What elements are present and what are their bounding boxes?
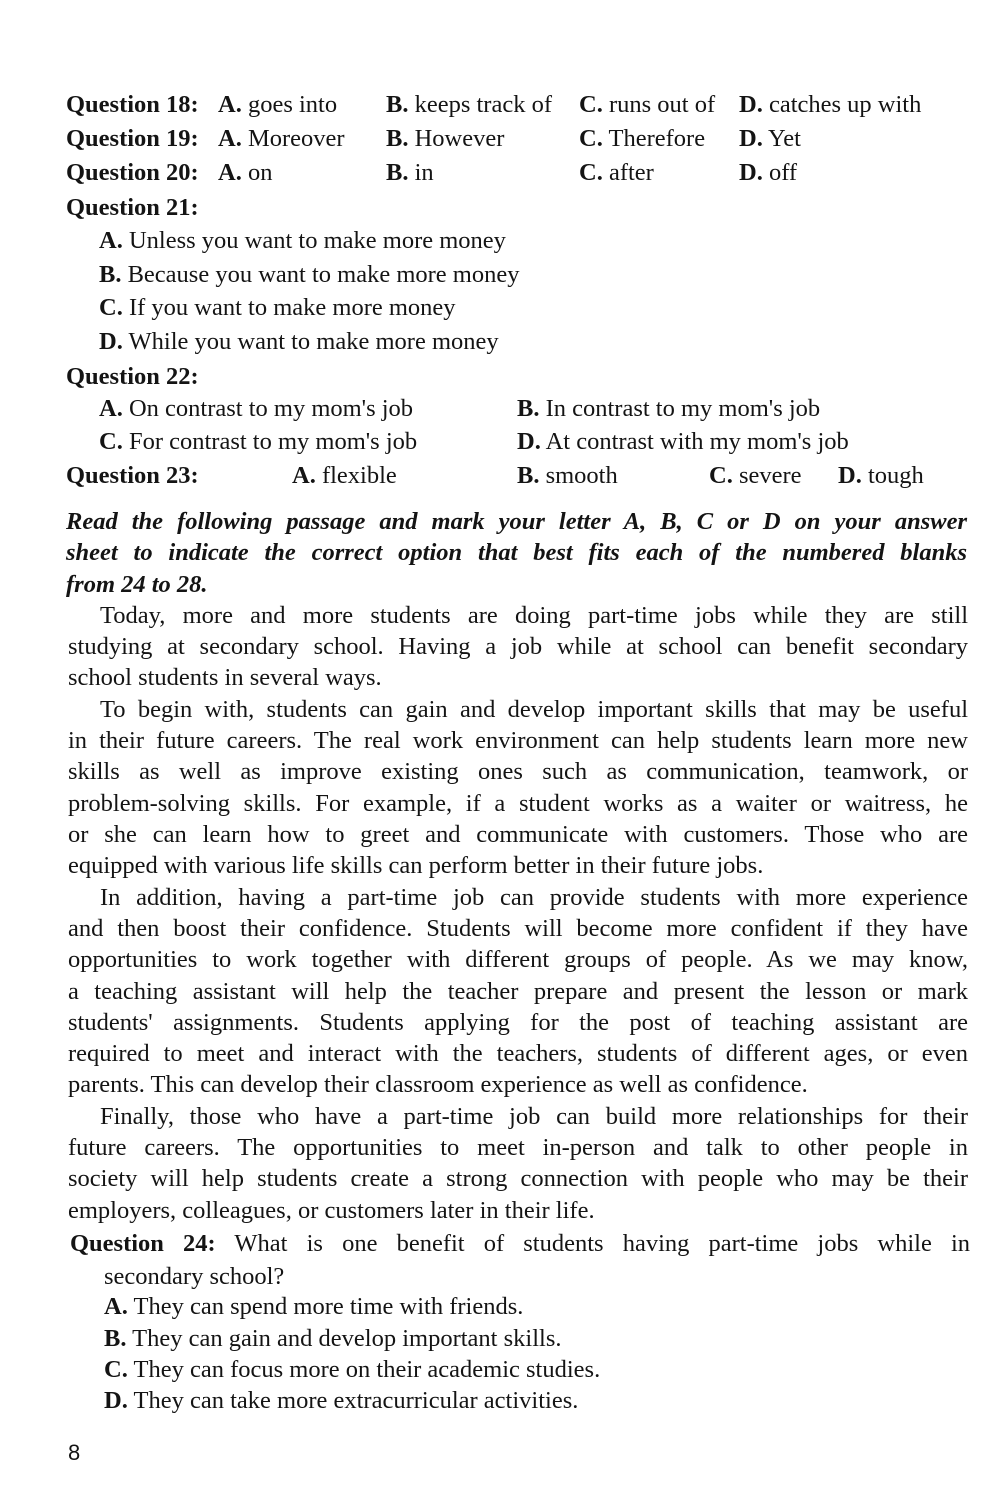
option-b: B. in — [386, 159, 434, 186]
q21-option-b: B. Because you want to make more money — [99, 261, 520, 288]
q22-option-b: B. In contrast to my mom's job — [517, 395, 821, 422]
option-b: B. smooth — [517, 462, 618, 489]
passage-paragraph-2 — [68, 694, 968, 881]
question-24 — [70, 1228, 970, 1259]
option-d: D. tough — [838, 462, 924, 489]
option-b: B. keeps track of — [386, 91, 552, 118]
question-24-stem-cont: secondary school? — [104, 1263, 285, 1290]
passage-line: and then boost their confidence. Students will become more confident if they have — [68, 915, 968, 943]
question-18 — [66, 90, 922, 120]
instruction-line: sheet to indicate the correct option that best fits each of the numbered blanks — [66, 539, 967, 566]
instruction-line: Read the following passage and mark your letter A, B, C or D on your answer — [66, 508, 967, 535]
passage-line: students' assignments. Students applying for the post of teaching assistant are — [68, 1008, 968, 1036]
question-label: Question 18: — [66, 91, 199, 118]
q24-option-c: C. They can focus more on their academic studies. — [104, 1356, 601, 1383]
option-d: D. Yet — [739, 125, 801, 152]
question-19 — [66, 124, 801, 154]
question-20 — [66, 158, 798, 188]
passage-line: required to meet and interact with the teachers, students of different ages, or even — [68, 1039, 968, 1067]
q24-option-b: B. They can gain and develop important skills. — [104, 1325, 562, 1352]
passage-line: in their future careers. The real work environment can help students learn more new — [68, 727, 968, 755]
option-d: D. catches up with — [739, 91, 922, 118]
passage-line: In addition, having a part-time job can provide students with more experience — [100, 884, 968, 911]
passage-line: society will help students create a strong connection with people who may be their — [68, 1165, 968, 1193]
passage-line: opportunities to work together with different groups of people. As we may know, — [68, 946, 968, 974]
passage-line: equipped with various life skills can perform better in their future jobs. — [68, 851, 764, 879]
question-label: Question 23: — [66, 462, 199, 489]
question-24-stem: Question 24: What is one benefit of students having part-time jobs while in — [70, 1230, 971, 1257]
option-c: C. severe — [709, 462, 802, 489]
option-a: A. flexible — [292, 462, 397, 489]
q22-option-d: D. At contrast with my mom's job — [517, 428, 849, 455]
q22-option-c: C. For contrast to my mom's job — [99, 428, 418, 455]
passage-line: skills as well as improve existing ones such as communication, teamwork, or — [68, 758, 968, 786]
option-c: C. runs out of — [579, 91, 716, 118]
q24-option-a: A. They can spend more time with friends. — [104, 1293, 524, 1320]
option-c: C. Therefore — [579, 125, 706, 152]
passage-line: school students in several ways. — [68, 664, 382, 692]
passage-line: studying at secondary school. Having a job while at school can benefit secondary — [68, 633, 968, 661]
question-23 — [66, 461, 966, 491]
passage-line: future careers. The opportunities to meet in-person and talk to other people in — [68, 1134, 968, 1162]
question-21-label: Question 21: — [66, 194, 199, 221]
option-a: A. Moreover — [218, 125, 345, 152]
q21-option-d: D. While you want to make more money — [99, 328, 499, 355]
page-number: 8 — [68, 1440, 81, 1465]
question-22-label: Question 22: — [66, 363, 199, 390]
passage-line: employers, colleagues, or customers later in their life. — [68, 1196, 595, 1224]
question-label: Question 19: — [66, 125, 199, 152]
q24-option-d: D. They can take more extracurricular activities. — [104, 1387, 579, 1414]
instruction-line: from 24 to 28. — [66, 571, 208, 598]
option-b: B. However — [386, 125, 505, 152]
passage-line: problem-solving skills. For example, if a student works as a waiter or waitress, he — [68, 789, 968, 817]
passage-paragraph-4 — [68, 1101, 968, 1226]
option-d: D. off — [739, 159, 798, 186]
passage-line: Today, more and more students are doing part-time jobs while they are still — [100, 602, 968, 629]
passage-line: a teaching assistant will help the teacher prepare and present the lesson or mark — [68, 977, 968, 1005]
option-c: C. after — [579, 159, 654, 186]
option-a: A. on — [218, 159, 273, 186]
q21-option-a: A. Unless you want to make more money — [99, 227, 506, 254]
passage-line: or she can learn how to greet and communicate with customers. Those who are — [68, 820, 968, 848]
passage-paragraph-3 — [68, 882, 968, 1100]
passage-line: To begin with, students can gain and develop important skills that may be useful — [100, 696, 968, 723]
option-a: A. goes into — [218, 91, 338, 118]
q21-option-c: C. If you want to make more money — [99, 294, 456, 321]
passage-paragraph-1 — [68, 600, 968, 694]
passage-line: Finally, those who have a part-time job can build more relationships for their — [100, 1103, 968, 1130]
question-label: Question 20: — [66, 159, 199, 186]
passage-line: parents. This can develop their classroom experience as well as confidence. — [68, 1071, 808, 1099]
q22-option-a: A. On contrast to my mom's job — [99, 395, 414, 422]
